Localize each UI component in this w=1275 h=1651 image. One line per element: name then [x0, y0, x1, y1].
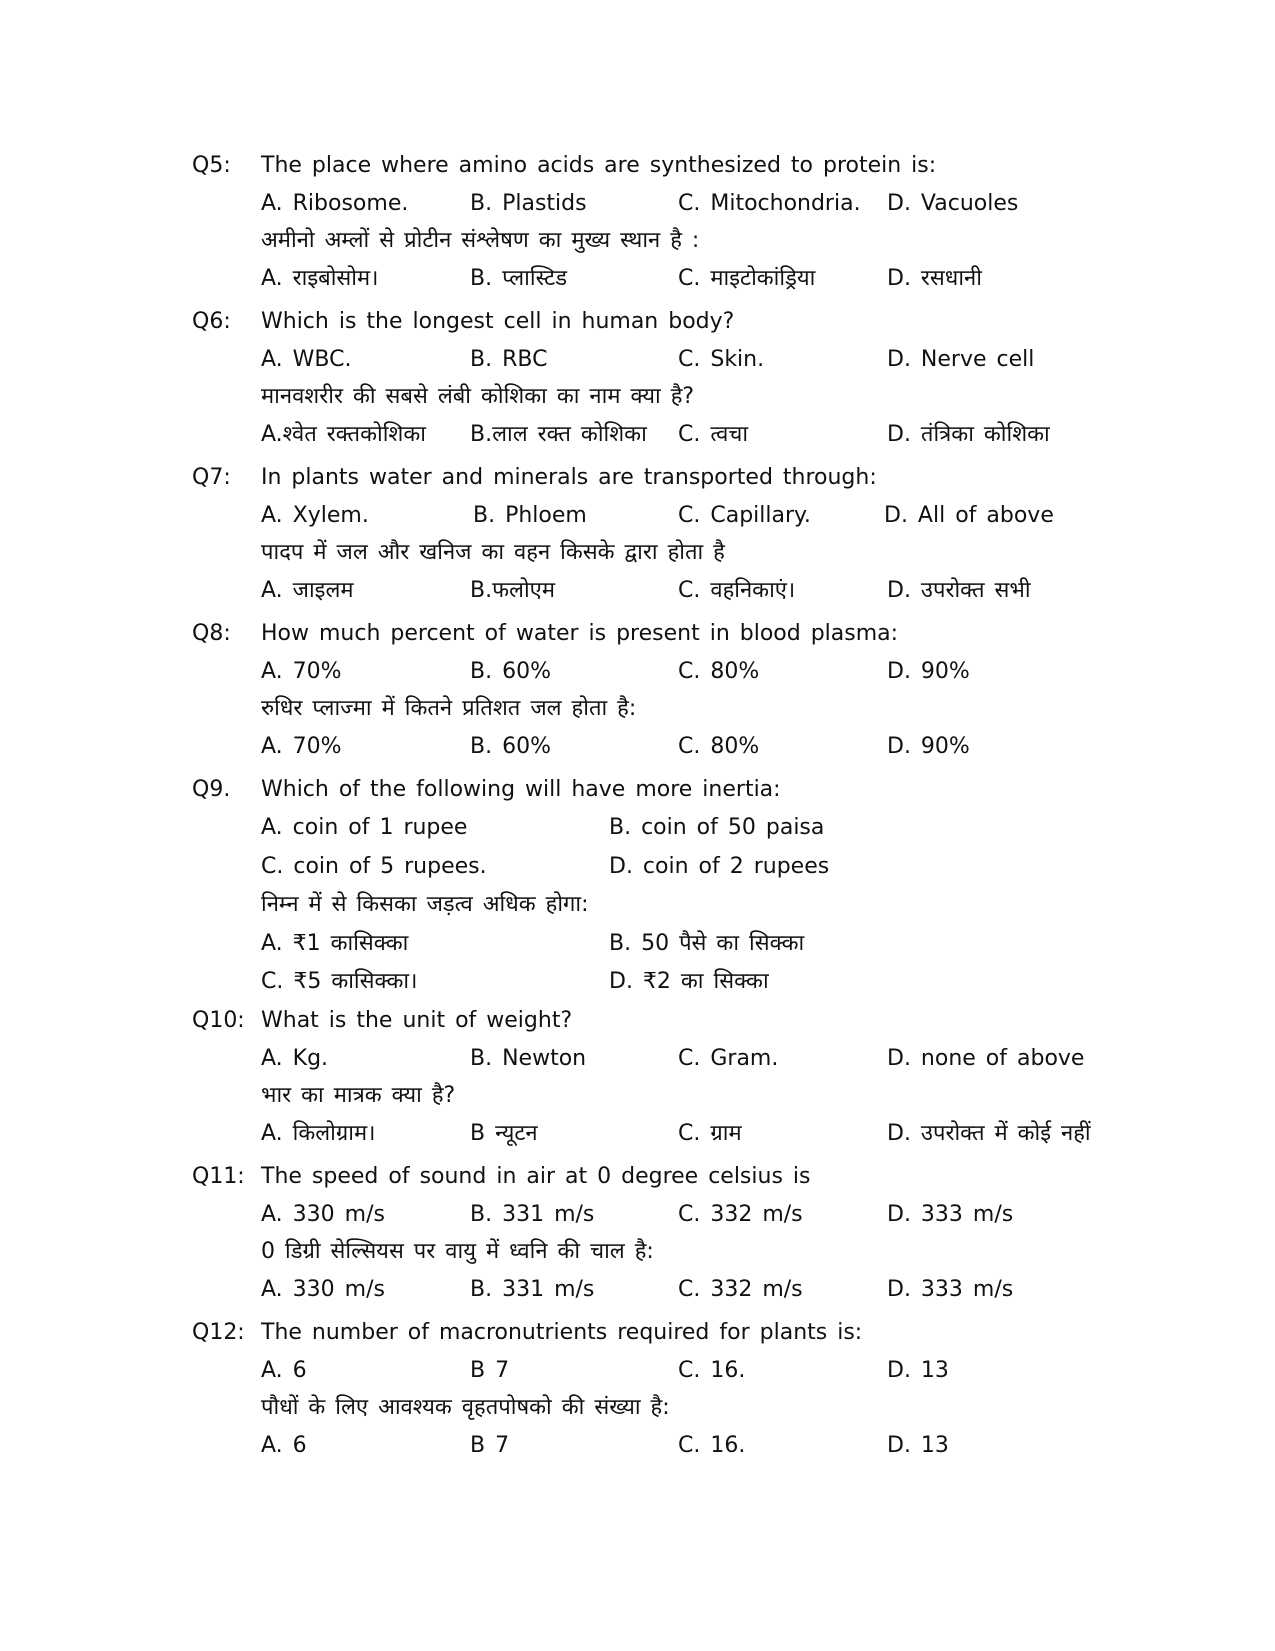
question-line [0, 1158, 1275, 1196]
option-a: A. Xylem. [261, 503, 369, 528]
question-text-english: Which of the following will have more inertia: [261, 777, 781, 802]
option-c-hindi: C. त्वचा [678, 422, 749, 447]
option-a: A. WBC. [261, 347, 352, 372]
option-d: D. 13 [887, 1358, 949, 1383]
option-b: B. Plastids [470, 191, 587, 216]
question-text-hindi: मानवशरीर की सबसे लंबी कोशिका का नाम क्या है? [261, 384, 695, 409]
option-b-hindi: B.फलोएम [470, 578, 555, 603]
question-line [0, 771, 1275, 809]
question-line-hindi [0, 1389, 1275, 1427]
option-c: C. Capillary. [678, 503, 811, 528]
question-text-hindi: रुधिर प्लाज्मा में कितने प्रतिशत जल होता है: [261, 696, 637, 721]
option-a-hindi: A. किलोग्राम। [261, 1121, 376, 1146]
question-line [0, 1002, 1275, 1040]
option-b-hindi: B. 331 m/s [470, 1277, 595, 1302]
options-english-row-2 [0, 848, 1275, 886]
question-line-hindi [0, 690, 1275, 728]
question-number: Q8: [192, 621, 231, 646]
option-a-hindi: A. 70% [261, 734, 342, 759]
option-a-hindi: A. राइबोसोम। [261, 266, 379, 291]
question-number: Q12: [192, 1320, 245, 1345]
question-text-english: What is the unit of weight? [261, 1008, 573, 1033]
option-c: C. Gram. [678, 1046, 779, 1071]
options-english [0, 653, 1275, 691]
question-line [0, 1314, 1275, 1352]
option-d-hindi: D. 90% [887, 734, 970, 759]
option-a-hindi: A. 6 [261, 1433, 307, 1458]
question-number: Q6: [192, 309, 231, 334]
question-number: Q11: [192, 1164, 245, 1189]
question-line [0, 459, 1275, 497]
options-hindi [0, 1427, 1275, 1465]
option-d-hindi: D. 333 m/s [887, 1277, 1014, 1302]
question-number: Q10: [192, 1008, 245, 1033]
question-line-hindi [0, 378, 1275, 416]
question-line-hindi [0, 534, 1275, 572]
question-line-hindi [0, 1233, 1275, 1271]
option-c: C. 332 m/s [678, 1202, 803, 1227]
option-d-hindi: D. उपरोक्त सभी [887, 578, 1031, 603]
option-c: C. Mitochondria. [678, 191, 861, 216]
option-b: B. 60% [470, 659, 551, 684]
option-a: A. Ribosome. [261, 191, 409, 216]
option-d: D. 333 m/s [887, 1202, 1014, 1227]
options-english [0, 185, 1275, 223]
question-line-hindi [0, 886, 1275, 924]
option-b: B 7 [470, 1358, 510, 1383]
question-number: Q5: [192, 153, 231, 178]
option-b-hindi: B 7 [470, 1433, 510, 1458]
options-english [0, 1040, 1275, 1078]
options-english [0, 341, 1275, 379]
option-d-hindi: D. तंत्रिका कोशिका [887, 422, 1050, 447]
question-number: Q9. [192, 777, 231, 802]
options-english [0, 497, 1275, 535]
option-a-hindi: A.श्वेत रक्तकोशिका [261, 422, 426, 447]
options-hindi [0, 1115, 1275, 1153]
option-d: D. Vacuoles [887, 191, 1019, 216]
option-a: A. coin of 1 rupee [261, 815, 468, 840]
question-line [0, 615, 1275, 653]
option-b: B. Phloem [473, 503, 587, 528]
option-c-hindi: C. माइटोकांड्रिया [678, 266, 816, 291]
question-line-hindi [0, 1077, 1275, 1115]
option-a: A. 6 [261, 1358, 307, 1383]
option-b: B. coin of 50 paisa [609, 815, 825, 840]
options-english [0, 1196, 1275, 1234]
option-d-hindi: D. ₹2 का सिक्का [609, 969, 769, 994]
options-english-row-1 [0, 809, 1275, 847]
question-text-hindi: अमीनो अम्लों से प्रोटीन संश्लेषण का मुख्य स्थान है : [261, 228, 700, 253]
option-d-hindi: D. 13 [887, 1433, 949, 1458]
question-text-english: The speed of sound in air at 0 degree celsius is [261, 1164, 811, 1189]
option-d-hindi: D. उपरोक्त में कोई नहीं [887, 1121, 1091, 1146]
option-a-hindi: A. 330 m/s [261, 1277, 385, 1302]
option-c-hindi: C. ग्राम [678, 1121, 742, 1146]
option-c: C. coin of 5 rupees. [261, 854, 487, 879]
question-text-english: In plants water and minerals are transported through: [261, 465, 877, 490]
option-b-hindi: B. प्लास्टिड [470, 266, 567, 291]
question-line [0, 147, 1275, 185]
option-c-hindi: C. 16. [678, 1433, 746, 1458]
options-hindi [0, 728, 1275, 766]
option-a: A. 70% [261, 659, 342, 684]
option-c: C. 16. [678, 1358, 746, 1383]
option-b-hindi: B. 50 पैसे का सिक्का [609, 931, 805, 956]
question-text-hindi: पादप में जल और खनिज का वहन किसके द्वारा होता है [261, 540, 725, 565]
option-a-hindi: A. ₹1 कासिक्का [261, 931, 409, 956]
question-text-english: The place where amino acids are synthesized to protein is: [261, 153, 937, 178]
options-hindi [0, 572, 1275, 610]
option-d: D. coin of 2 rupees [609, 854, 830, 879]
option-b-hindi: B.लाल रक्त कोशिका [470, 422, 647, 447]
option-d-hindi: D. रसधानी [887, 266, 982, 291]
option-b: B. RBC [470, 347, 548, 372]
option-c-hindi: C. 332 m/s [678, 1277, 803, 1302]
question-number: Q7: [192, 465, 231, 490]
question-line-hindi [0, 222, 1275, 260]
option-a: A. Kg. [261, 1046, 329, 1071]
option-c-hindi: C. 80% [678, 734, 760, 759]
option-d: D. All of above [884, 503, 1054, 528]
option-a: A. 330 m/s [261, 1202, 385, 1227]
question-text-hindi: 0 डिग्री सेल्सियस पर वायु में ध्वनि की चाल है: [261, 1239, 654, 1264]
options-hindi [0, 1271, 1275, 1309]
option-d: D. 90% [887, 659, 970, 684]
options-hindi [0, 260, 1275, 298]
option-a-hindi: A. जाइलम [261, 578, 354, 603]
question-text-hindi: पौधों के लिए आवश्यक वृहतपोषको की संख्या है: [261, 1395, 670, 1420]
option-c-hindi: C. ₹5 कासिक्का। [261, 969, 418, 994]
question-text-hindi: निम्न में से किसका जड़त्व अधिक होगा: [261, 892, 589, 917]
option-d: D. none of above [887, 1046, 1085, 1071]
question-text-english: The number of macronutrients required for plants is: [261, 1320, 863, 1345]
question-text-hindi: भार का मात्रक क्या है? [261, 1083, 456, 1108]
option-b: B. Newton [470, 1046, 587, 1071]
options-hindi [0, 416, 1275, 454]
option-d: D. Nerve cell [887, 347, 1035, 372]
options-hindi-row-1 [0, 925, 1275, 963]
option-c-hindi: C. वहनिकाएं। [678, 578, 796, 603]
option-b-hindi: B. 60% [470, 734, 551, 759]
option-c: C. 80% [678, 659, 760, 684]
question-line [0, 303, 1275, 341]
options-hindi-row-2 [0, 963, 1275, 1001]
option-b: B. 331 m/s [470, 1202, 595, 1227]
question-text-english: How much percent of water is present in blood plasma: [261, 621, 899, 646]
option-c: C. Skin. [678, 347, 765, 372]
option-b-hindi: B न्यूटन [470, 1121, 538, 1146]
question-text-english: Which is the longest cell in human body? [261, 309, 735, 334]
options-english [0, 1352, 1275, 1390]
